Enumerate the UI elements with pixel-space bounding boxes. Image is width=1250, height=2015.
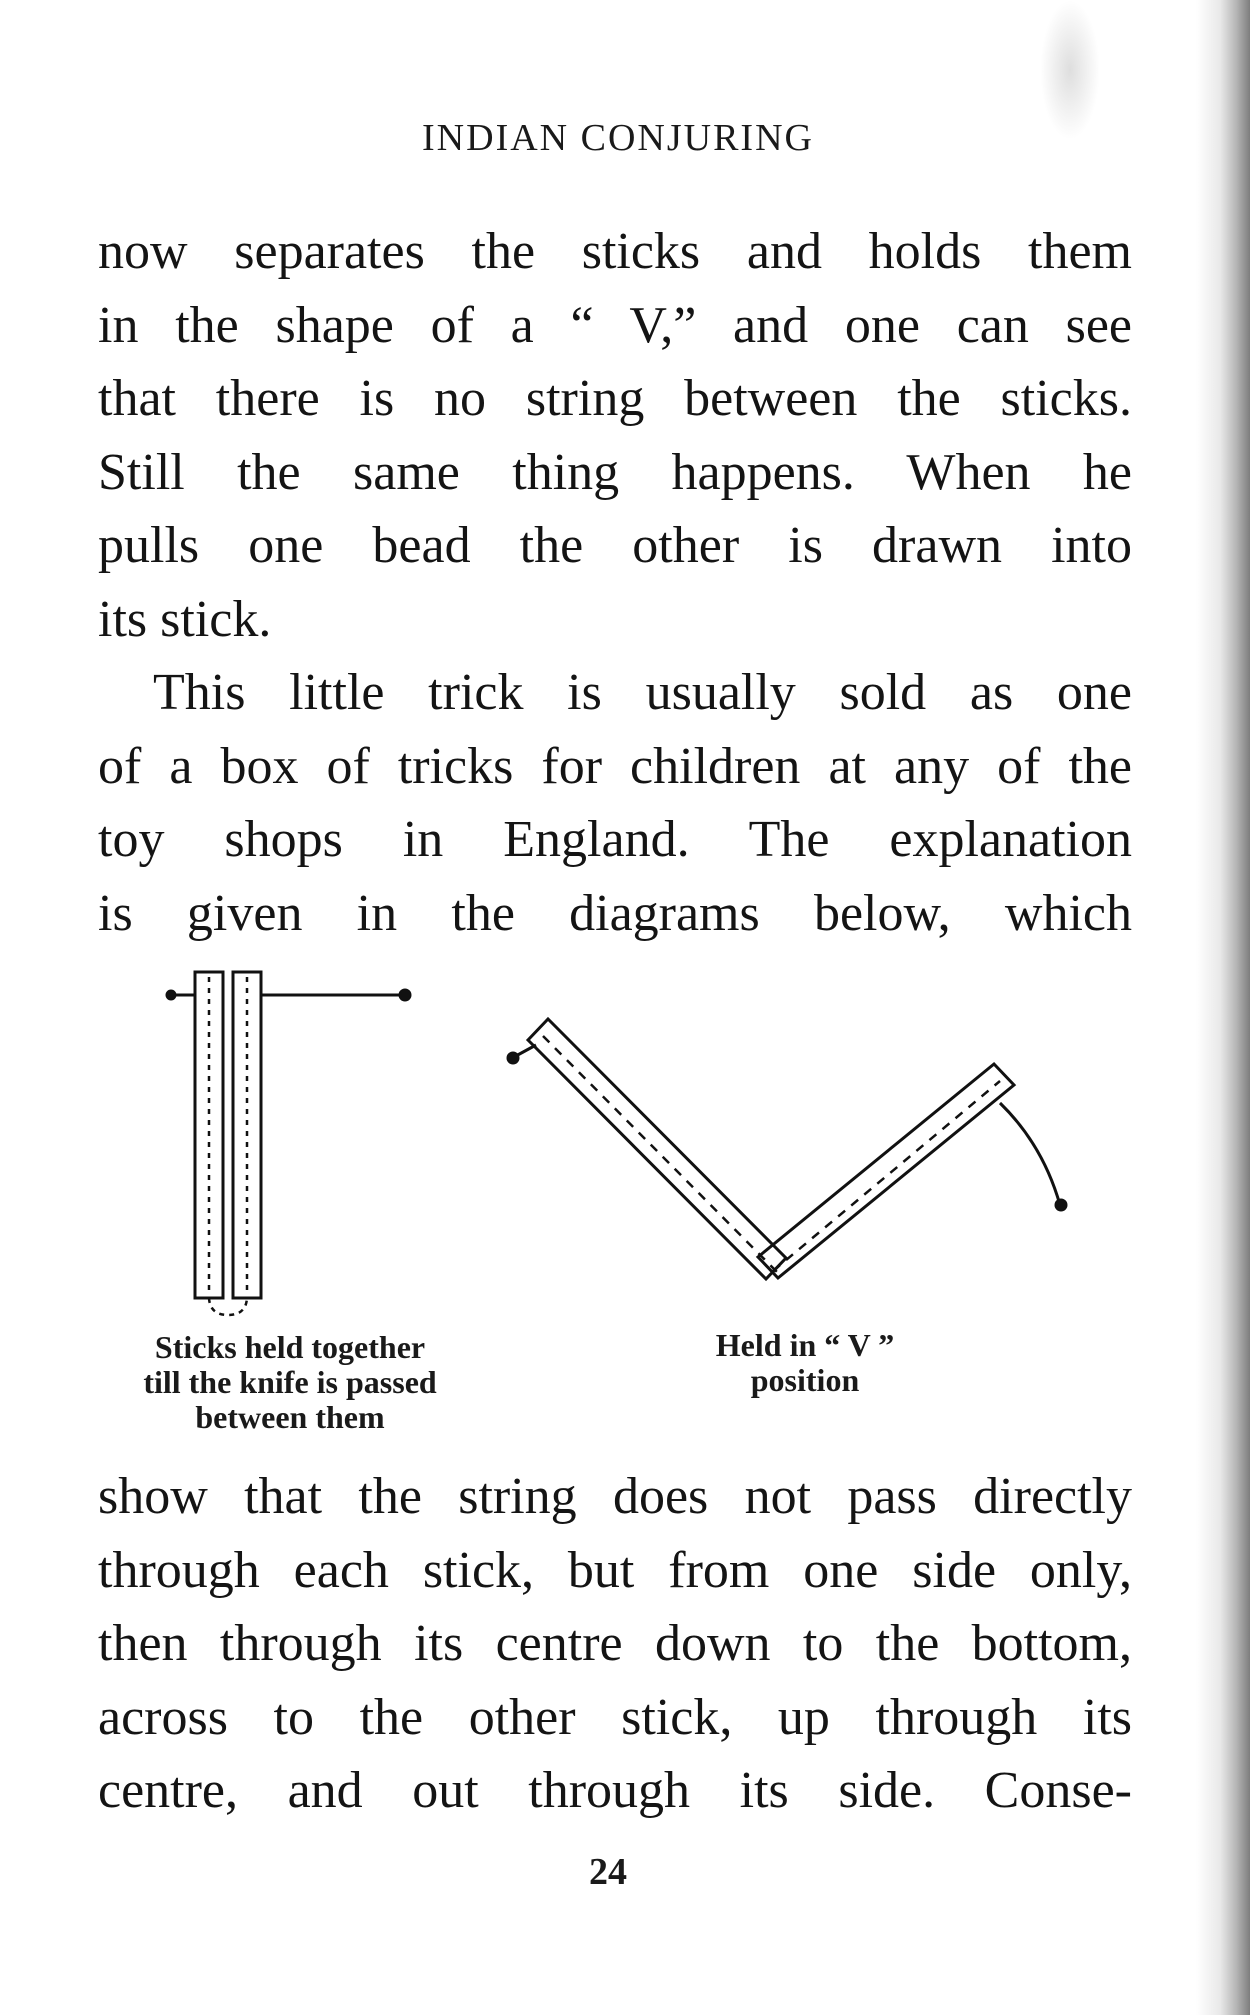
- caption-v-position: [640, 1328, 970, 1398]
- hidden-string: [543, 1036, 781, 1276]
- bead-icon: [507, 1052, 519, 1064]
- caption-line: position: [750, 1362, 860, 1398]
- text-line: through each stick, but from one side only,: [98, 1541, 1132, 1599]
- text-line: of a box of tricks for children at any of the: [98, 737, 1132, 795]
- text-line: toy shops in England. The explanation: [98, 811, 1132, 868]
- text-line: show that the string does not pass directly: [98, 1468, 1132, 1525]
- right-stick-angled: [758, 1064, 1014, 1278]
- text-line: that there is no string between the sticks.: [98, 370, 1132, 427]
- stick-diagrams: [98, 965, 1098, 1325]
- text-line: Still the same thing happens. When he: [98, 443, 1132, 501]
- left-stick-angled: [528, 1019, 786, 1279]
- hidden-string: [773, 1081, 1000, 1271]
- text-line: in the shape of a “ V,” and one can see: [98, 296, 1132, 354]
- caption-line: between them: [195, 1399, 385, 1435]
- page-number: 24: [589, 1851, 627, 1893]
- v-position-diagram: [507, 1019, 1067, 1279]
- bead-icon: [1055, 1199, 1067, 1211]
- page-edge-shadow: [1196, 0, 1250, 2015]
- text-line: its stick.: [98, 590, 272, 648]
- sticks-together-diagram: [166, 972, 411, 1315]
- caption-sticks-together: [90, 1330, 490, 1435]
- bead-icon: [399, 989, 411, 1001]
- text-line: pulls one bead the other is drawn into: [98, 517, 1132, 574]
- caption-line: till the knife is passed: [143, 1364, 437, 1400]
- text-line: is given in the diagrams below, which: [98, 884, 1132, 942]
- running-head: INDIAN CONJURING: [422, 117, 814, 159]
- caption-line: Sticks held together: [154, 1329, 426, 1365]
- text-line: across to the other stick, up through its: [98, 1688, 1132, 1746]
- bead-icon: [166, 990, 176, 1000]
- caption-line: Held in “ V ”: [715, 1327, 895, 1363]
- text-line: then through its centre down to the bottom,: [98, 1615, 1132, 1672]
- text-line: now separates the sticks and holds them: [98, 223, 1132, 280]
- hidden-string-bottom: [209, 1298, 247, 1315]
- text-line: centre, and out through its side. Conse-: [98, 1762, 1132, 1819]
- body-text-upper: [98, 215, 1132, 950]
- string-end-right: [1000, 1103, 1060, 1205]
- body-text-lower: [98, 1460, 1132, 1828]
- text-line: This little trick is usually sold as one: [153, 664, 1132, 721]
